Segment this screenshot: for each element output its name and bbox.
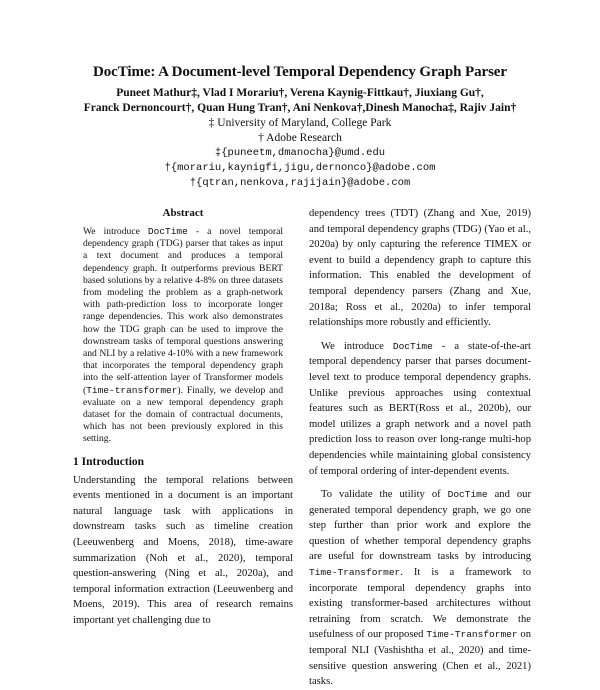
introduction-text: Understanding the temporal relations between events mentioned in a document is an important natural language task with applications in downstream tasks such as timeline creation (Leeuwenberg and Moens, 2018), time-aware summarization (Noh et al., 2020), temporal question-answering (Ning et al., 2020a), and temporal information extraction (Leeuwenberg and Moens, 2019). This area of research remains important yet challenging due to — [73, 474, 293, 626]
code-doctime: DocTime — [447, 489, 488, 501]
section-heading-introduction: 1 Introduction — [73, 455, 145, 468]
paragraph-tdt: dependency trees (TDT) (Zhang and Xue, 2019) and temporal dependency graphs (TDG) (Yao et al., 2020a) by only capturing the reference TIMEX or event to build a dependency graph to capture this information. This enabled the development of temporal dependency parsers (Zhang and Xue, 2018a; Ross et al., 2020a) to infer temporal relationships more robustly and efficiently. — [309, 208, 531, 329]
code-time-transformer: Time-Transformer — [426, 629, 518, 641]
paragraph-doctime-intro: We introduce DocTime - a state-of-the-art temporal dependency parser that parses document-level text to produce temporal dependency graphs. Unlike previous approaches using contextual features such as BERT(Ross et al., 2020b), our model utilizes a graph network and a novel path prediction loss to reason over long-range multi-hop dependencies while maintaining global consistency of temporal ordering of inter-dependent events. — [309, 340, 531, 477]
email-umd: ‡{puneetm,dmanocha}@umd.edu — [214, 147, 386, 159]
email-adobe-1: †{morariu,kaynigfi,jigu,dernonco}@adobe.com — [164, 162, 436, 174]
author-line-1: Puneet Mathur‡, Vlad I Morariu†, Verena Kaynig-Fittkau†, Jiuxiang Gu†, — [116, 87, 484, 99]
code-time-transformer: Time-Transformer — [309, 567, 401, 579]
right-column — [309, 206, 531, 690]
abstract-heading: Abstract — [162, 207, 204, 219]
code-doctime: DocTime — [147, 226, 188, 237]
paragraph-validation: To validate the utility of DocTime and our generated temporal dependency graph, we go one step further than prior work and explore the question of whether temporal dependency graphs are useful for downstream tasks by introducing Time-Transformer. It is a framework to incorporate temporal dependency graphs into existing transformer-based architectures without retraining from scratch. We demonstrate the usefulness of our proposed Time-Transformer on temporal NLI (Vashishtha et al., 2020) and time-sensitive question answering (Chen et al., 2021) tasks. — [309, 489, 531, 688]
affiliation-adobe: † Adobe Research — [258, 132, 342, 144]
code-time-transformer: Time-transformer — [86, 384, 178, 396]
paper-title: DocTime: A Document-level Temporal Dependency Graph Parser — [93, 64, 507, 80]
affiliation-umd: ‡ University of Maryland, College Park — [208, 117, 392, 129]
code-doctime: DocTime — [392, 340, 433, 352]
left-column — [73, 207, 293, 629]
email-adobe-2: †{qtran,nenkova,rajijain}@adobe.com — [189, 177, 411, 189]
author-line-2: Franck Dernoncourt†, Quan Hung Tran†, Ani Nenkova†,Dinesh Manocha‡, Rajiv Jain† — [83, 102, 517, 114]
author-list — [60, 86, 540, 116]
abstract-text: We introduce DocTime - a novel temporal dependency graph (TDG) parser that takes as input a text document and produces a temporal dependency graph. It outperforms previous BERT based solutions by a relative 4-8% on three datasets from modeling the problem as a graph-network with path-prediction loss to incorporate longer range dependencies. This work also demonstrates how the TDG graph can be used to improve the downstream tasks of temporal questions answering and NLI by a relative 4-10% with a new framework that incorporates the temporal dependency graph into the self-attention layer of Transformer models (Time-transformer). Finally, we develop and evaluate on a new temporal dependency graph dataset for the domain of contractual documents, which has not been previously explored in this setting. — [83, 226, 283, 445]
